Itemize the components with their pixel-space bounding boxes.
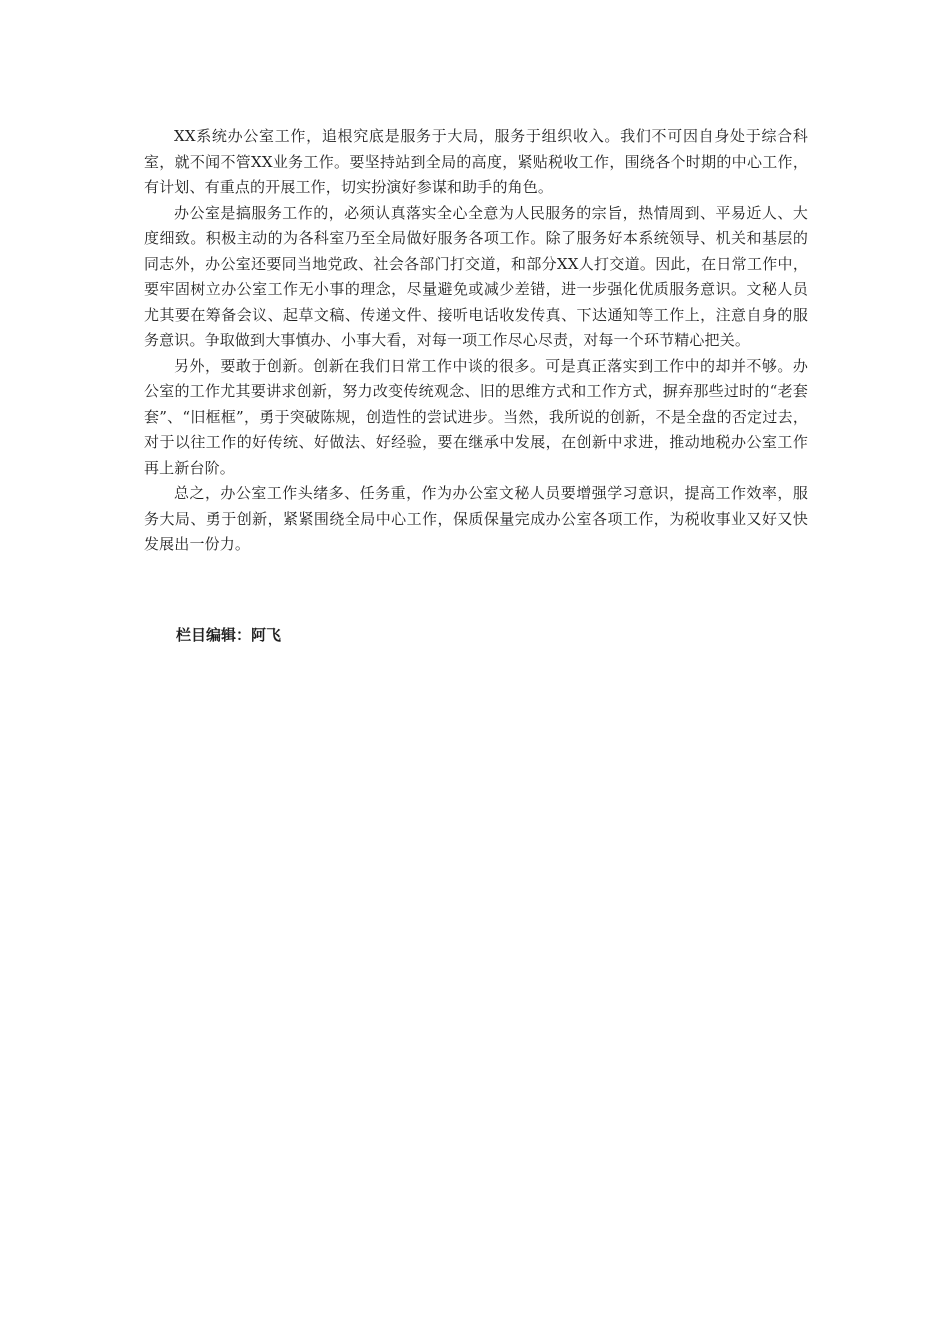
paragraph-4: 总之，办公室工作头绪多、任务重，作为办公室文秘人员要增强学习意识，提高工作效率，服务大局、勇于创新，紧紧围绕全局中心工作，保质保量完成办公室各项工作，为税收事业又好又快发展出一份力。: [144, 484, 808, 553]
paragraph-3: 另外，要敢于创新。创新在我们日常工作中谈的很多。可是真正落实到工作中的却并不够。办公室的工作尤其要讲求创新，努力改变传统观念、旧的思维方式和工作方式，摒弃那些过时的“老套套”、“旧框框”，勇于突破陈规，创造性的尝试进步。当然，我所说的创新，不是全盘的否定过去，对于以往工作的好传统、好做法、好经验，要在继承中发展，在创新中求进，推动地税办公室工作再上新台阶。: [144, 356, 808, 477]
paragraph-1: XX系统办公室工作，追根究底是服务于大局，服务于组织收入。我们不可因自身处于综合科室，就不闻不管XX业务工作。要坚持站到全局的高度，紧贴税收工作，围绕各个时期的中心工作，有计划、有重点的开展工作，切实扮演好参谋和助手的角色。: [144, 127, 808, 196]
paragraph-2: 办公室是搞服务工作的，必须认真落实全心全意为人民服务的宗旨，热情周到、平易近人、大度细致。积极主动的为各科室乃至全局做好服务各项工作。除了服务好本系统领导、机关和基层的同志外，办公室还要同当地党政、社会各部门打交道，和部分XX人打交道。因此，在日常工作中，要牢固树立办公室工作无小事的理念，尽量避免或减少差错，进一步强化优质服务意识。文秘人员尤其要在筹备会议、起草文稿、传递文件、接听电话收发传真、下达通知等工作上，注意自身的服务意识。争取做到大事慎办、小事大看，对每一项工作尽心尽责，对每一个环节精心把关。: [144, 203, 808, 349]
article-body: [144, 124, 808, 558]
column-editor-credit: 栏目编辑：阿飞: [176, 626, 282, 644]
